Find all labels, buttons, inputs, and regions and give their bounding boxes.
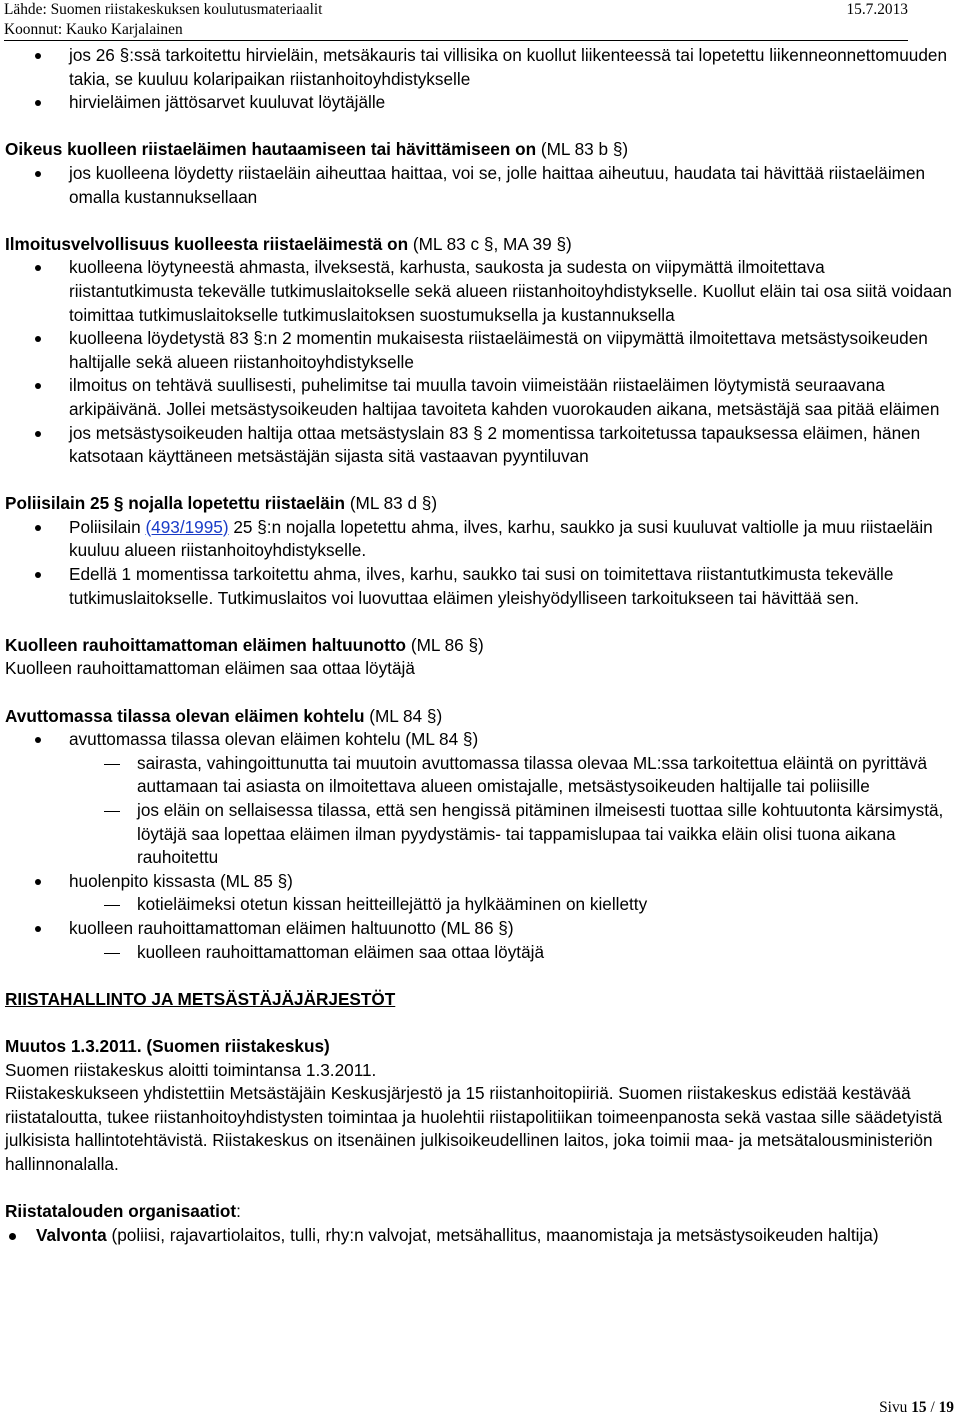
section-heading-notify: Ilmoitusvelvollisuus kuolleesta riistaeläimestä on (ML 83 c §, MA 39 §) [5,233,572,254]
item-text: (poliisi, rajavartiolaitos, tulli, rhy:n valvojat, metsähallitus, maanomistaja ja metsästysoikeuden haltija) [111,1224,879,1245]
section-heading-change: Muutos 1.3.2011. (Suomen riistakeskus) [5,1035,330,1056]
section-title: RIISTAHALLINTO JA METSÄSTÄJÄJÄRJESTÖT [5,988,396,1009]
paragraph: Riistakeskukseen yhdistettiin Metsästäjäin Keskusjärjestö ja 15 riistanhoitopiiriä. Suomen riistakeskus edistää kestävää riistataloutta, tukee riistanhoitoyhdistysten toimintaa ja huolehtii riistapolitiikan toimeenpanosta sekä vastaa sille säädetyistä julkisista hallintotehtävistä. Riistakeskus on itsenäinen julkisoikeudellinen laitos, joka toimii maa- ja metsätalousministeriön hallinnonalalla. [5,1083,943,1174]
document-body [5,44,953,1247]
list-item [5,162,953,209]
bullet-text: jos metsästysoikeuden haltija ottaa metsästyslain 83 § 2 momentissa tarkoitetussa tapauksessa eläimen, hänen katsotaan käyttäneen metsästäjän sijasta sitä vastaavan pyyntiluvan [69,422,921,467]
header-source: Lähde: Suomen riistakeskuksen koulutusmateriaalit [4,1,323,18]
dash-icon [104,764,120,765]
list-item [5,422,953,469]
section-heading-police: Poliisilain 25 § nojalla lopetettu riistaeläin (ML 83 d §) [5,493,438,514]
section-heading-burial: Oikeus kuolleen riistaeläimen hautaamiseen tai hävittämiseen on (ML 83 b §) [5,139,629,160]
list-item [5,44,953,91]
header-date: 15.7.2013 [846,1,908,18]
bullet-text: jos 26 §:ssä tarkoitettu hirvieläin, metsäkauris tai villisika on kuollut liikenteessä tai lopetettu liikenneonnettomuuden takia, se kuuluu kolaripaikan riistanhoitoyhdistykselle [69,45,947,89]
bullet-icon [35,171,41,177]
list-item [5,917,953,941]
list-item [5,374,953,421]
sub-list-item [5,941,953,965]
header-author: Koonnut: Kauko Karjalainen [4,20,183,38]
dash-icon [104,905,120,906]
section-heading-helpless: Avuttomassa tilassa olevan eläimen kohtelu (ML 84 §) [5,705,443,726]
sub-list-item [5,893,953,917]
bullet-text: Edellä 1 momentissa tarkoitettu ahma, ilves, karhu, saukko tai susi on toimitettava riistantutkimusta tekevälle tutkimuslaitokselle. Tutkimuslaitos voi luovuttaa eläimen yleishyödylliseen tarkoitukseen tai hävittää sen. [69,564,894,608]
bullet-icon [35,879,41,885]
bullet-text: kuolleen rauhoittamattoman eläimen haltuunotto (ML 86 §) [69,917,514,938]
dash-icon [104,953,120,954]
sub-list-item [5,799,953,870]
section-heading-unprotected: Kuolleen rauhoittamattoman eläimen haltuunotto (ML 86 §) [5,634,484,655]
sub-list-item [5,752,953,799]
sub-item-text: kuolleen rauhoittamattoman eläimen saa ottaa löytäjä [137,941,545,962]
list-item [5,870,953,894]
bullet-text: kuolleena löydetystä 83 §:n 2 momentin mukaisesta riistaeläimestä on viipymättä ilmoitettava metsästysoikeuden haltijalle sekä alueen riistanhoitoyhdistykselle [69,328,928,372]
paragraph: Suomen riistakeskus aloitti toimintansa 1.3.2011. [5,1059,377,1080]
bullet-icon [35,100,41,106]
bullet-text: kuolleena löytyneestä ahmasta, ilveksestä, karhusta, saukosta ja sudesta on viipymättä ilmoitettava riistantutkimusta tekevälle tutkimuslaitokselle sekä alueen riistanhoitoyhdistykselle. Kuollut eläin tai osa siitä voidaan toimittaa tutkimuslaitokselle tutkimuslaitoksen suostumuksella ja kustannuksella [69,257,952,325]
page-number: Sivu 15 / 19 [879,1399,954,1416]
list-item [5,256,953,327]
bullet-icon [35,926,41,932]
bullet-icon [9,1233,16,1240]
bullet-text: hirvieläimen jättösarvet kuuluvat löytäjälle [69,92,386,113]
bullet-icon [35,53,41,59]
bullet-icon [35,265,41,271]
bullet-icon [35,737,41,743]
bullet-text: huolenpito kissasta (ML 85 §) [69,870,293,891]
bullet-text: avuttomassa tilassa olevan eläimen kohtelu (ML 84 §) [69,729,479,750]
list-item [5,563,953,610]
section-heading-org: Riistatalouden organisaatiot: [5,1201,241,1222]
dash-icon [104,811,120,812]
bullet-icon [35,431,41,437]
bullet-icon [35,572,41,578]
list-item: Poliisilain (493/1995) 25 §:n nojalla lopetettu ahma, ilves, karhu, saukko ja susi kuuluvat valtiolle ja muu riistaeläin kuuluu alueen riistanhoitoyhdistykselle. [5,516,953,563]
bullet-icon [35,383,41,389]
bullet-icon [35,525,41,531]
sub-item-text: kotieläimeksi otetun kissan heitteillejättö ja hylkääminen on kielletty [137,894,648,915]
list-item [5,1224,953,1248]
list-item [5,327,953,374]
paragraph: Kuolleen rauhoittamattoman eläimen saa ottaa löytäjä [5,658,415,679]
list-item [5,91,953,115]
page-header [4,0,908,42]
bullet-text: ilmoitus on tehtävä suullisesti, puhelimitse tai muulla tavoin viimeistään riistaeläimen löytymistä seuraavana arkipäivänä. Jollei metsästysoikeuden haltijaa tavoiteta kahden vuorokauden aikana, metsästäjä saa pitää eläimen [69,375,940,419]
sub-item-text: jos eläin on sellaisessa tilassa, että sen hengissä pitäminen ilmeisesti tuottaa sille kohtuutonta kärsimystä, löytäjä saa lopettaa eläimen ilman pyydystämis- tai tappamislupaa tai vaikka eläin olisi tuona aikana rauhoitettu [137,800,944,868]
item-label: Valvonta [36,1224,107,1245]
header-rule [4,40,908,41]
bullet-icon [35,336,41,342]
sub-item-text: sairasta, vahingoittunutta tai muutoin avuttomassa tilassa olevaa ML:ssa tarkoitettua eläintä on pyrittävä auttamaan tai asiasta on ilmoitettava alueen omistajalle, metsästysoikeuden haltijalle tai poliisille [137,752,928,797]
list-item [5,728,953,752]
law-link[interactable]: (493/1995) [145,516,229,537]
bullet-text: jos kuolleena löydetty riistaeläin aiheuttaa haittaa, voi se, jolle haittaa aiheutuu, haudata tai hävittää riistaeläimen omalla kustannuksellaan [69,162,926,207]
